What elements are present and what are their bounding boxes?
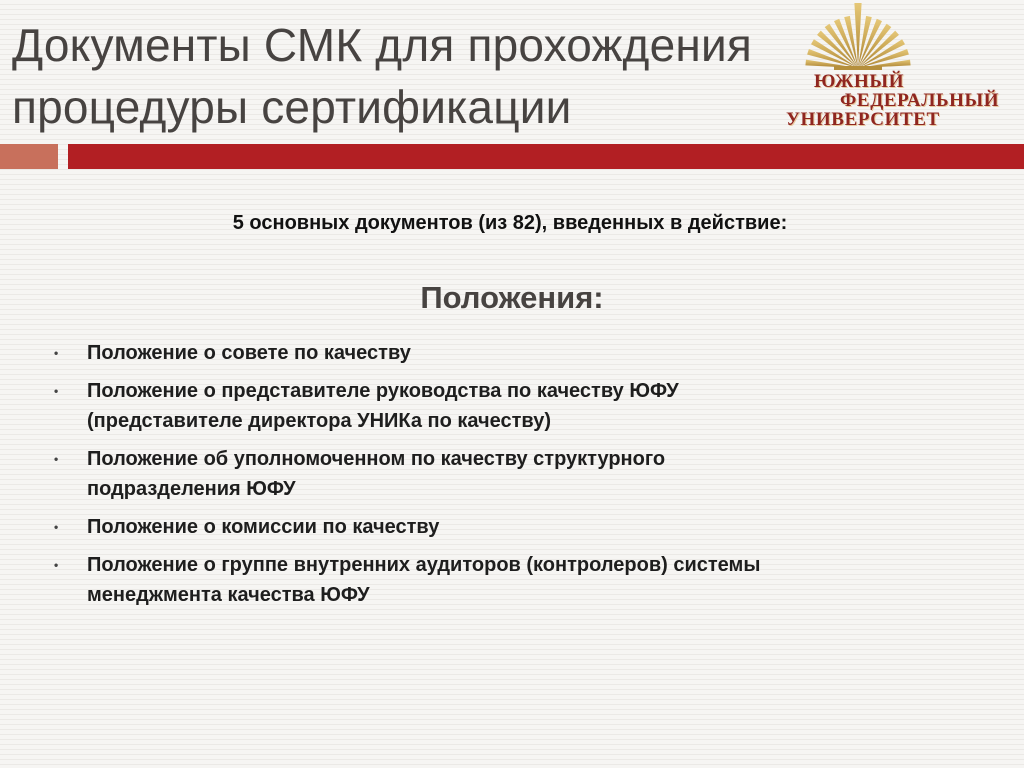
list-item	[48, 512, 948, 542]
logo-text-line: УНИВЕРСИТЕТ	[786, 109, 940, 130]
slide-title	[12, 14, 832, 138]
list-item-text: Положение о комиссии по качеству	[87, 516, 440, 538]
document-list	[48, 338, 948, 618]
accent-bar-right	[68, 144, 1024, 169]
list-item-text: Положение о группе внутренних аудиторов (контролеров) системы	[87, 554, 761, 576]
golden-sunburst-icon	[800, 0, 916, 80]
list-item-text: (представителе директора УНИКа по качеству)	[87, 410, 552, 432]
list-item	[48, 376, 948, 436]
university-logo	[778, 0, 998, 136]
logo-text-line: ФЕДЕРАЛЬНЫЙ	[840, 90, 1000, 111]
list-item-text: Положение об уполномоченном по качеству структурного	[87, 448, 666, 470]
list-item-text: Положение о совете по качеству	[87, 342, 411, 364]
list-item	[48, 550, 948, 610]
accent-bar-left	[0, 144, 58, 169]
bullet-icon: •	[54, 558, 59, 572]
bullet-icon: •	[54, 452, 59, 466]
bullet-icon: •	[54, 346, 59, 360]
list-item	[48, 444, 948, 504]
list-item-text: подразделения ЮФУ	[87, 478, 296, 500]
list-item	[48, 338, 948, 368]
logo-text-line: ЮЖНЫЙ	[814, 71, 905, 92]
slide-title-line: процедуры сертификации	[12, 81, 572, 133]
list-item-text: менеджмента качества ЮФУ	[87, 584, 370, 606]
intro-text: 5 основных документов (из 82), введенных в действие:	[232, 212, 788, 234]
section-heading: Положения:	[420, 280, 604, 315]
bullet-icon: •	[54, 384, 59, 398]
bullet-icon: •	[54, 520, 59, 534]
list-item-text: Положение о представителе руководства по качеству ЮФУ	[87, 380, 679, 402]
slide-title-line: Документы СМК для прохождения	[12, 19, 752, 71]
